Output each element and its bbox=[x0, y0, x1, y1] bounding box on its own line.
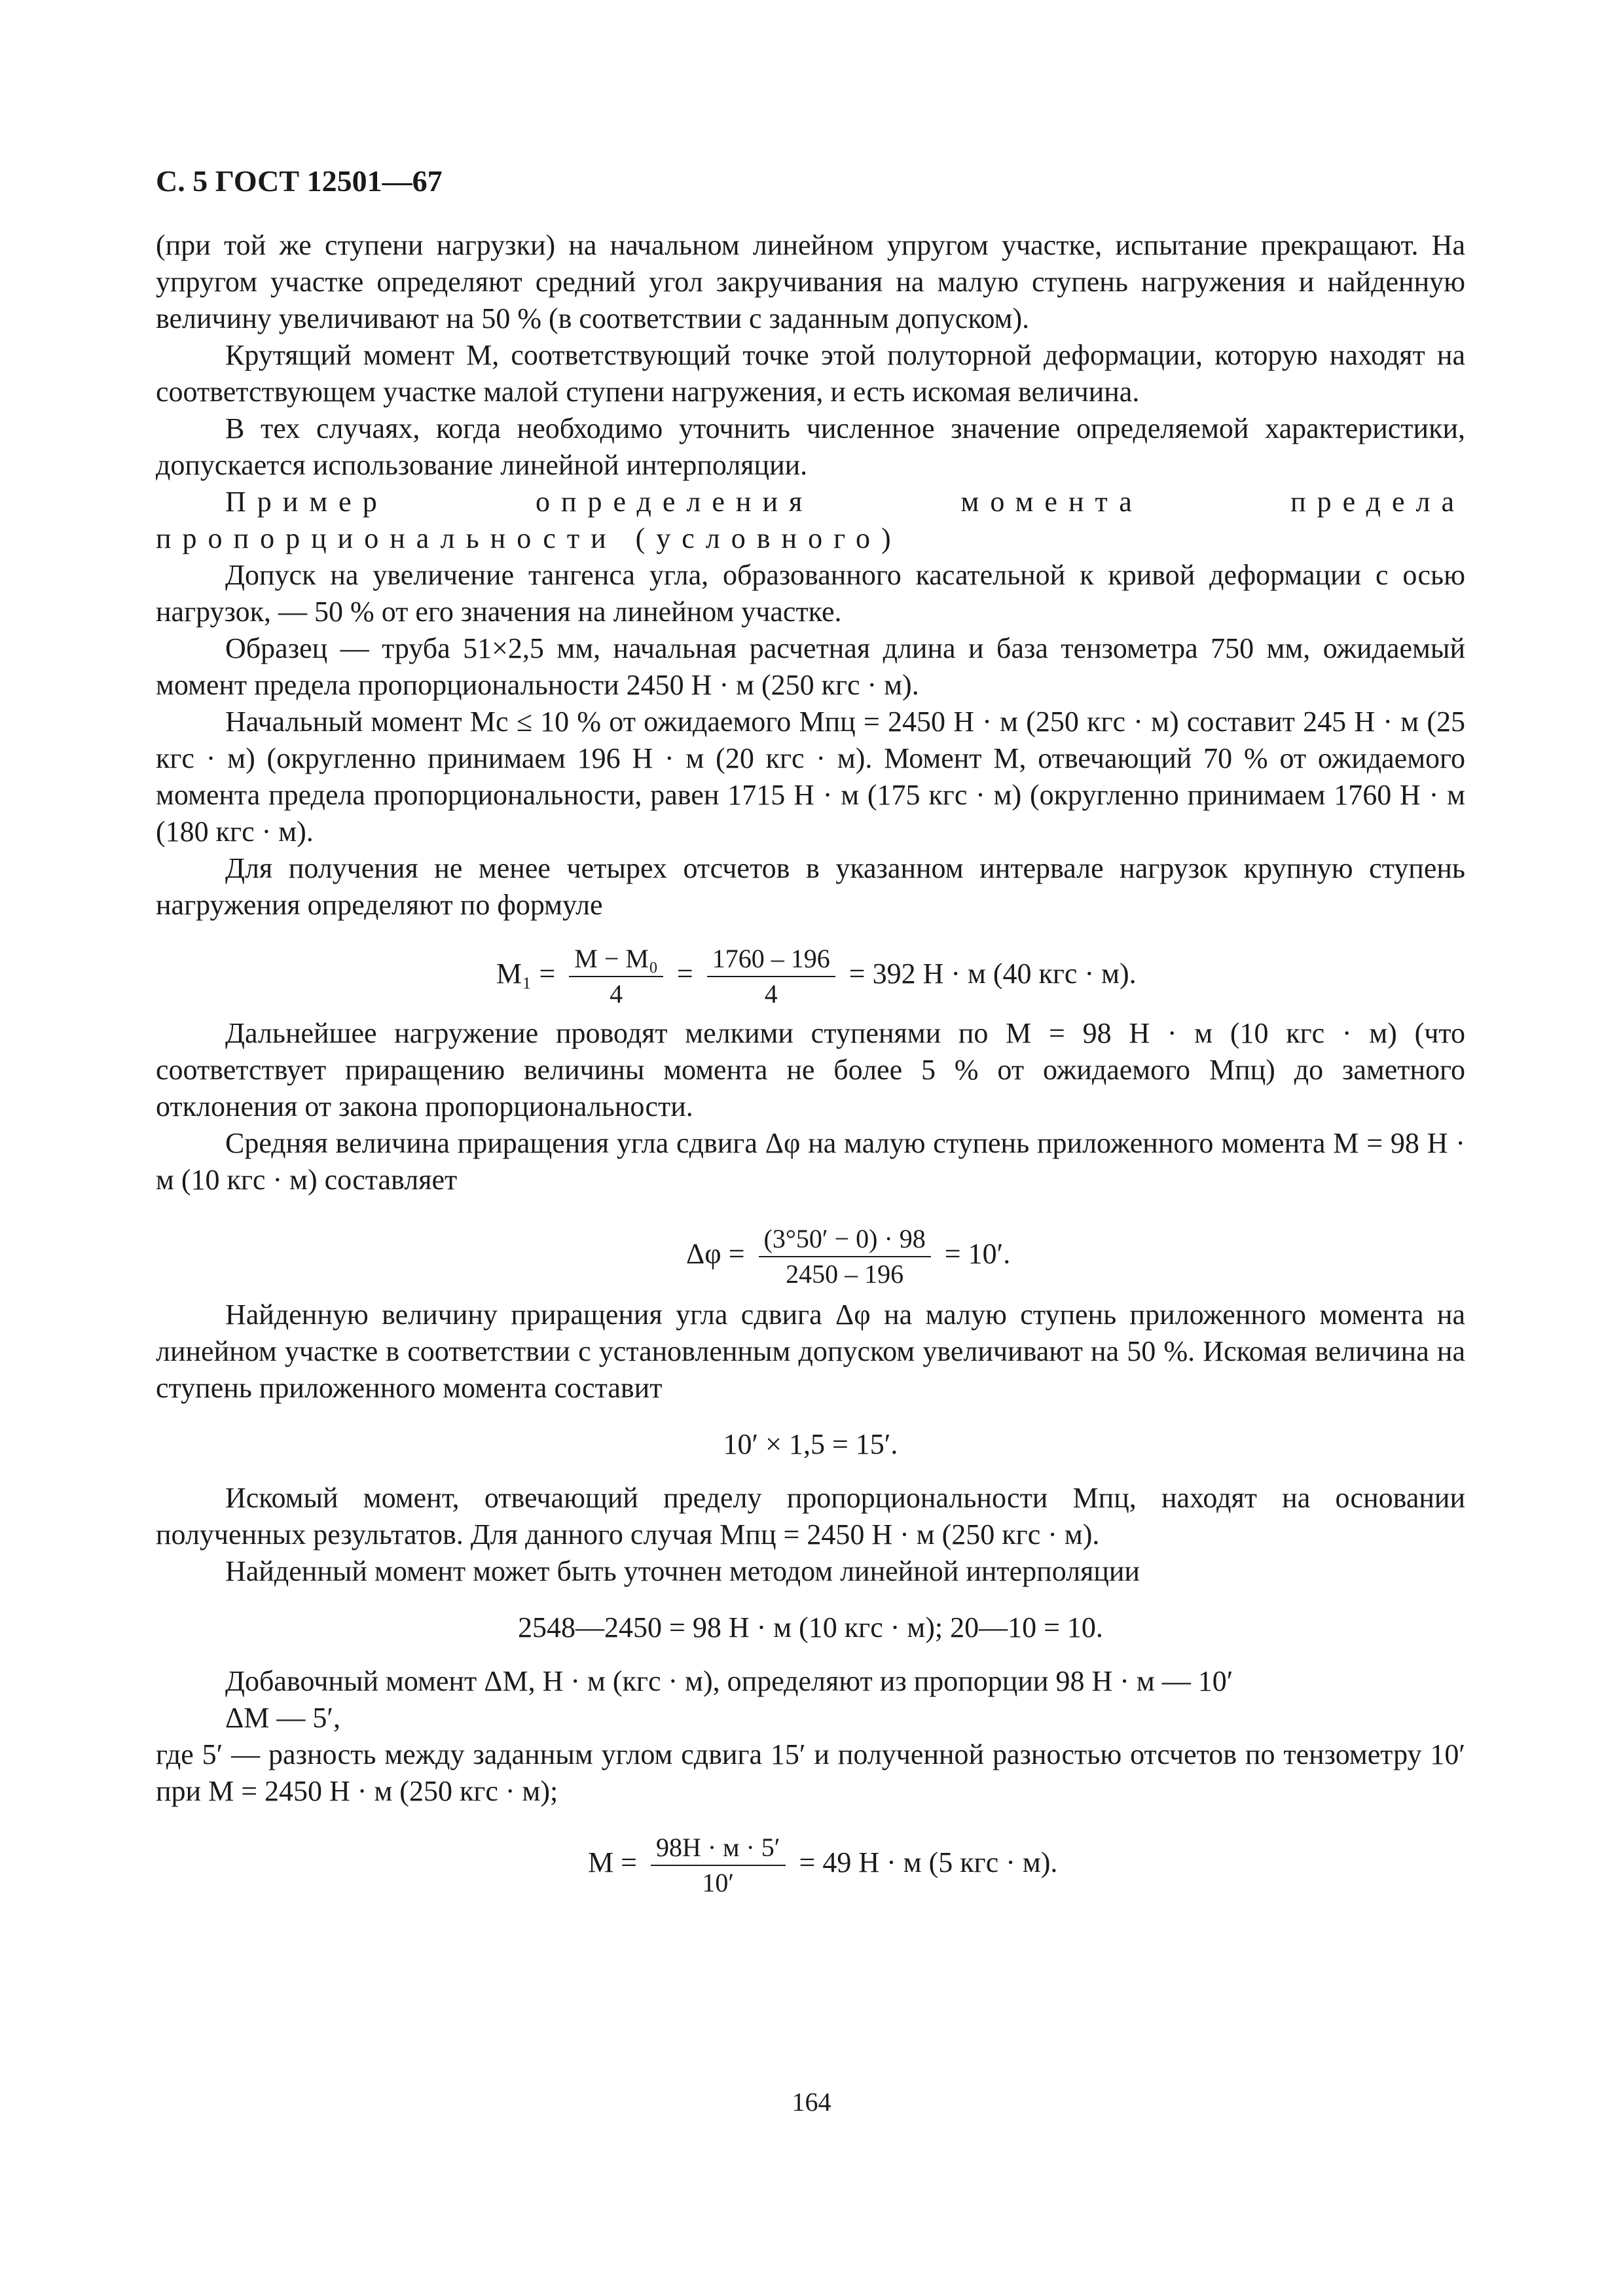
paragraph: Крутящий момент М, соответствующий точке этой полуторной деформации, которую находят на соответствующем участке малой ступени нагружения, и есть искомая величина. bbox=[156, 339, 1465, 408]
denominator: 4 bbox=[610, 979, 623, 1009]
paragraph: ΔМ — 5′, bbox=[225, 1702, 341, 1734]
formula-text: 10′ × 1,5 = 15′. bbox=[723, 1428, 898, 1460]
numerator: M − M₀ bbox=[569, 943, 663, 977]
denominator: 10′ bbox=[702, 1868, 735, 1897]
denominator: 4 bbox=[764, 979, 778, 1009]
numerator: 1760 – 196 bbox=[707, 943, 835, 977]
numerator: 98Н · м · 5′ bbox=[651, 1832, 786, 1866]
formula-m1 bbox=[156, 924, 1465, 1015]
document-header: С. 5 ГОСТ 12501—67 bbox=[156, 164, 443, 198]
formula-rhs: = 10′. bbox=[944, 1238, 1011, 1270]
paragraph: Для получения не менее четырех отсчетов в указанном интервале нагрузок крупную ступень нагружения определяют по формуле bbox=[156, 852, 1465, 921]
numerator: (3°50′ − 0) · 98 bbox=[759, 1223, 931, 1257]
paragraph: В тех случаях, когда необходимо уточнить численное значение определяемой характеристики, допускается использование линейной интерполяции. bbox=[156, 412, 1465, 481]
paragraph: Добавочный момент ΔМ, Н · м (кгс · м), определяют из пропорции 98 Н · м — 10′ bbox=[225, 1665, 1233, 1697]
formula-lhs: M₁ = bbox=[496, 958, 556, 990]
paragraph: Средняя величина приращения угла сдвига Δφ на малую ступень приложенного момента М = 98 Н · м (10 кгс · м) составляет bbox=[156, 1127, 1465, 1196]
formula-lhs: M = bbox=[588, 1846, 637, 1879]
example-heading: Пример определения момента предела пропорциональности (условного) bbox=[156, 486, 1465, 554]
formula-rhs: = 49 Н · м (5 кгс · м). bbox=[799, 1846, 1058, 1879]
denominator: 2450 – 196 bbox=[786, 1259, 904, 1289]
formula-text: 2548—2450 = 98 Н · м (10 кгс · м); 20—10 = 10. bbox=[518, 1611, 1103, 1643]
formula-lhs: Δφ = bbox=[686, 1238, 745, 1270]
formula-interpolation bbox=[156, 1590, 1465, 1663]
paragraph: Найденный момент может быть уточнен методом линейной интерполяции bbox=[225, 1555, 1140, 1587]
document-page bbox=[156, 164, 1465, 1908]
paragraph: Образец — труба 51×2,5 мм, начальная расчетная длина и база тензометра 750 мм, ожидаемый момент предела пропорциональности 2450 Н · м (250 кгс · м). bbox=[156, 632, 1465, 701]
formula-multiplication bbox=[156, 1407, 1465, 1480]
formula-additional-moment bbox=[156, 1810, 1465, 1908]
formula-delta-phi bbox=[156, 1198, 1465, 1297]
page-number: 164 bbox=[792, 2087, 831, 2117]
fraction bbox=[707, 943, 835, 1010]
paragraph: Искомый момент, отвечающий пределу пропорциональности Мпц, находят на основании полученных результатов. Для данного случая Мпц = 2450 Н · м (250 кгс · м). bbox=[156, 1482, 1465, 1551]
paragraph: где 5′ — разность между заданным углом сдвига 15′ и полученной разностью отсчетов по тензометру 10′ при М = 2450 Н · м (250 кгс · м); bbox=[156, 1738, 1465, 1807]
paragraph: (при той же ступени нагрузки) на начальном линейном упругом участке, испытание прекращают. На упругом участке определяют средний угол закручивания на малую ступень нагружения и найденную величину увеличивают на 50 % (в соответствии с заданным допуском). bbox=[156, 229, 1465, 334]
formula-rhs: = 392 Н · м (40 кгс · м). bbox=[848, 958, 1137, 990]
paragraph: Начальный момент Мс ≤ 10 % от ожидаемого Мпц = 2450 Н · м (250 кгс · м) составит 245 Н · м (25 кгс · м) (округленно принимаем 196 Н · м (20 кгс · м). Момент М, отвечающий 70 % от ожидаемого момента предела пропорциональности, равен 1715 Н · м (175 кгс · м) (округленно принимаем 1760 Н · м (180 кгс · м). bbox=[156, 706, 1465, 848]
paragraph: Дальнейшее нагружение проводят мелкими ступенями по М = 98 Н · м (10 кгс · м) (что соответствует приращению величины момента не более 5 % от ожидаемого Мпц) до заметного отклонения от закона пропорциональности. bbox=[156, 1017, 1465, 1122]
paragraph: Найденную величину приращения угла сдвига Δφ на малую ступень приложенного момента на линейном участке в соответствии с установленным допуском увеличивают на 50 %. Искомая величина на ступень приложенного момента составит bbox=[156, 1299, 1465, 1404]
equals-sign: = bbox=[676, 958, 693, 990]
paragraph: Допуск на увеличение тангенса угла, образованного касательной к кривой деформации с осью нагрузок, — 50 % от его значения на линейном участке. bbox=[156, 559, 1465, 628]
fraction bbox=[651, 1832, 786, 1899]
fraction bbox=[569, 943, 663, 1010]
fraction bbox=[759, 1223, 931, 1290]
